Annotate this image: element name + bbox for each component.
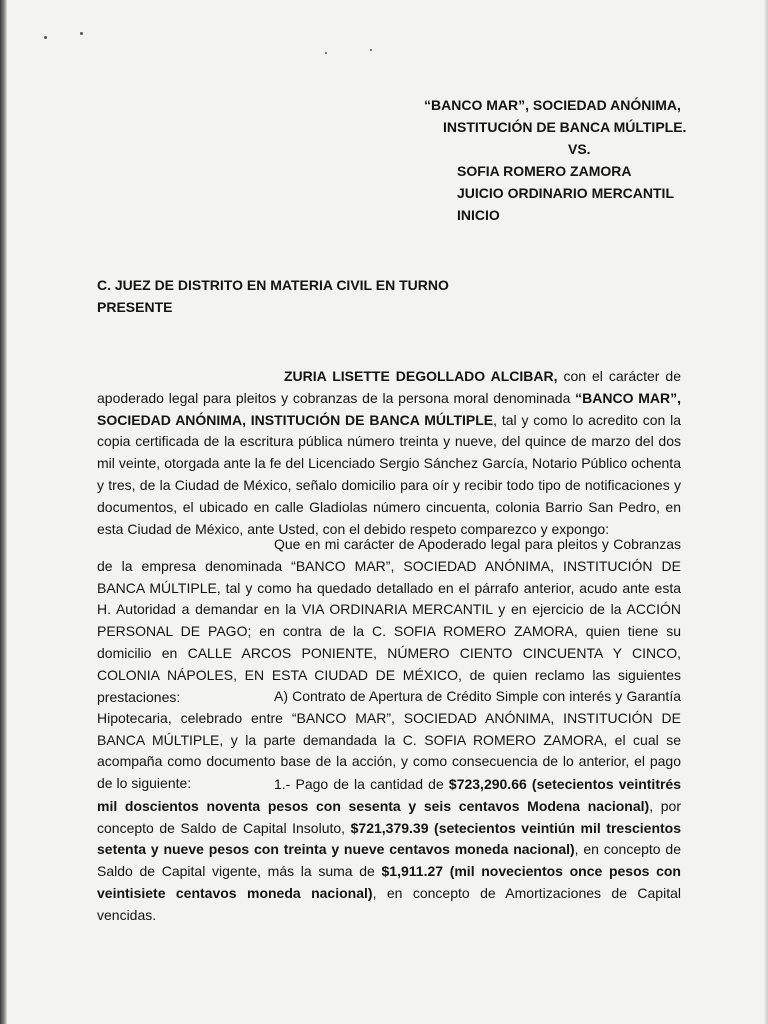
- paragraph-text: 1.- Pago de la cantidad de: [274, 776, 449, 792]
- scan-speck: [325, 52, 327, 54]
- paragraph-text: A) Contrato de Apertura de Crédito Simple con interés y Garantía Hipotecaria, celebrado entre “BANCO MAR”, SOCIEDAD ANÓNIMA, INSTITUCIÓN DE BANCA MÚLTIPLE, y la parte demandada la C. SOFIA ROMERO ZAMORA, el cual se acompaña como documento base de la acción, y como consecuencia de lo anterior, el pago de lo siguiente:: [97, 688, 681, 792]
- scan-left-edge: [0, 0, 7, 1024]
- scan-right-edge: [764, 0, 768, 1024]
- caption-plaintiff: “BANCO MAR”, SOCIEDAD ANÓNIMA,: [424, 97, 681, 113]
- paragraph-text: , en concepto de Amortizaciones de Capital vencidas.: [97, 884, 681, 923]
- paragraph-text: , por concepto de Saldo de Capital Insoluto,: [97, 797, 681, 836]
- paragraph-payment: [97, 774, 681, 927]
- bank-name: “BANCO MAR”, SOCIEDAD ANÓNIMA, INSTITUCIÓN DE BANCA MÚLTIPLE: [97, 389, 681, 428]
- paragraph-text: , en concepto de Saldo de Capital vigente, más la suma de: [97, 841, 681, 880]
- scan-speck: [44, 36, 47, 39]
- caption-stage: INICIO: [457, 207, 500, 223]
- scan-speck: [80, 32, 83, 35]
- paragraph-claim: [97, 534, 681, 708]
- caption-versus: VS.: [568, 141, 591, 157]
- paragraph-text: , tal y como lo acredito con la copia certificada de la escritura pública número treinta y nueve, del quince de marzo del dos mil veinte, otorgada ante la fe del Licenciado Sergio Sánchez García, Notario Público ochenta y tres, de la Ciudad de México, señalo domicilio para oír y recibir todo tipo de notificaciones y documentos, el ubicado en calle Gladiolas número cincuenta, colonia Barrio San Pedro, en esta Ciudad de México, ante Usted, con el debido respeto comparezco y expongo:: [97, 411, 682, 537]
- amount-total: $723,290.66 (setecientos veintitrés mil doscientos noventa pesos con sesenta y seis centavos Modena nacional): [97, 776, 682, 814]
- addressee-presente: PRESENTE: [97, 299, 173, 315]
- paragraph-appearance: [97, 366, 681, 540]
- addressee-judge: C. JUEZ DE DISTRITO EN MATERIA CIVIL EN TURNO: [97, 277, 449, 293]
- addressee: [97, 274, 449, 318]
- paragraph-text: Que en mi carácter de Apoderado legal para pleitos y Cobranzas de la empresa denominada “BANCO MAR”, SOCIEDAD ANÓNIMA, INSTITUCIÓN DE BANCA MÚLTIPLE, tal y como ha quedado detallado en el párrafo anterior, acudo ante esta H. Autoridad a demandar en la VIA ORDINARIA MERCANTIL y en ejercicio de la ACCIÓN PERSONAL DE PAGO; en contra de la C. SOFIA ROMERO ZAMORA, quien tiene su domicilio en CALLE ARCOS PONIENTE, NÚMERO CIENTO CINCUENTA Y CINCO, COLONIA NÁPOLES, EN ESTA CIUDAD DE MÉXICO, de quien reclamo las siguientes prestaciones:: [97, 536, 681, 705]
- caption-defendant: SOFIA ROMERO ZAMORA: [457, 163, 632, 179]
- amount-amortizations: $1,911.27 (mil novecientos once pesos con veintisiete centavos moneda nacional): [97, 863, 681, 901]
- amount-capital: $721,379.39 (setecientos veintiún mil trescientos setenta y nueve pesos con treinta y nueve centavos moneda nacional): [97, 819, 681, 858]
- caption-plaintiff-type: INSTITUCIÓN DE BANCA MÚLTIPLE.: [443, 119, 687, 135]
- representative-name: ZURIA LISETTE DEGOLLADO ALCIBAR,: [284, 368, 558, 384]
- caption-trial-type: JUICIO ORDINARIO MERCANTIL: [457, 185, 674, 201]
- scan-speck: [370, 49, 372, 51]
- paragraph-text: con el carácter de apoderado legal para pleitos y cobranzas de la persona moral denominada: [97, 368, 681, 406]
